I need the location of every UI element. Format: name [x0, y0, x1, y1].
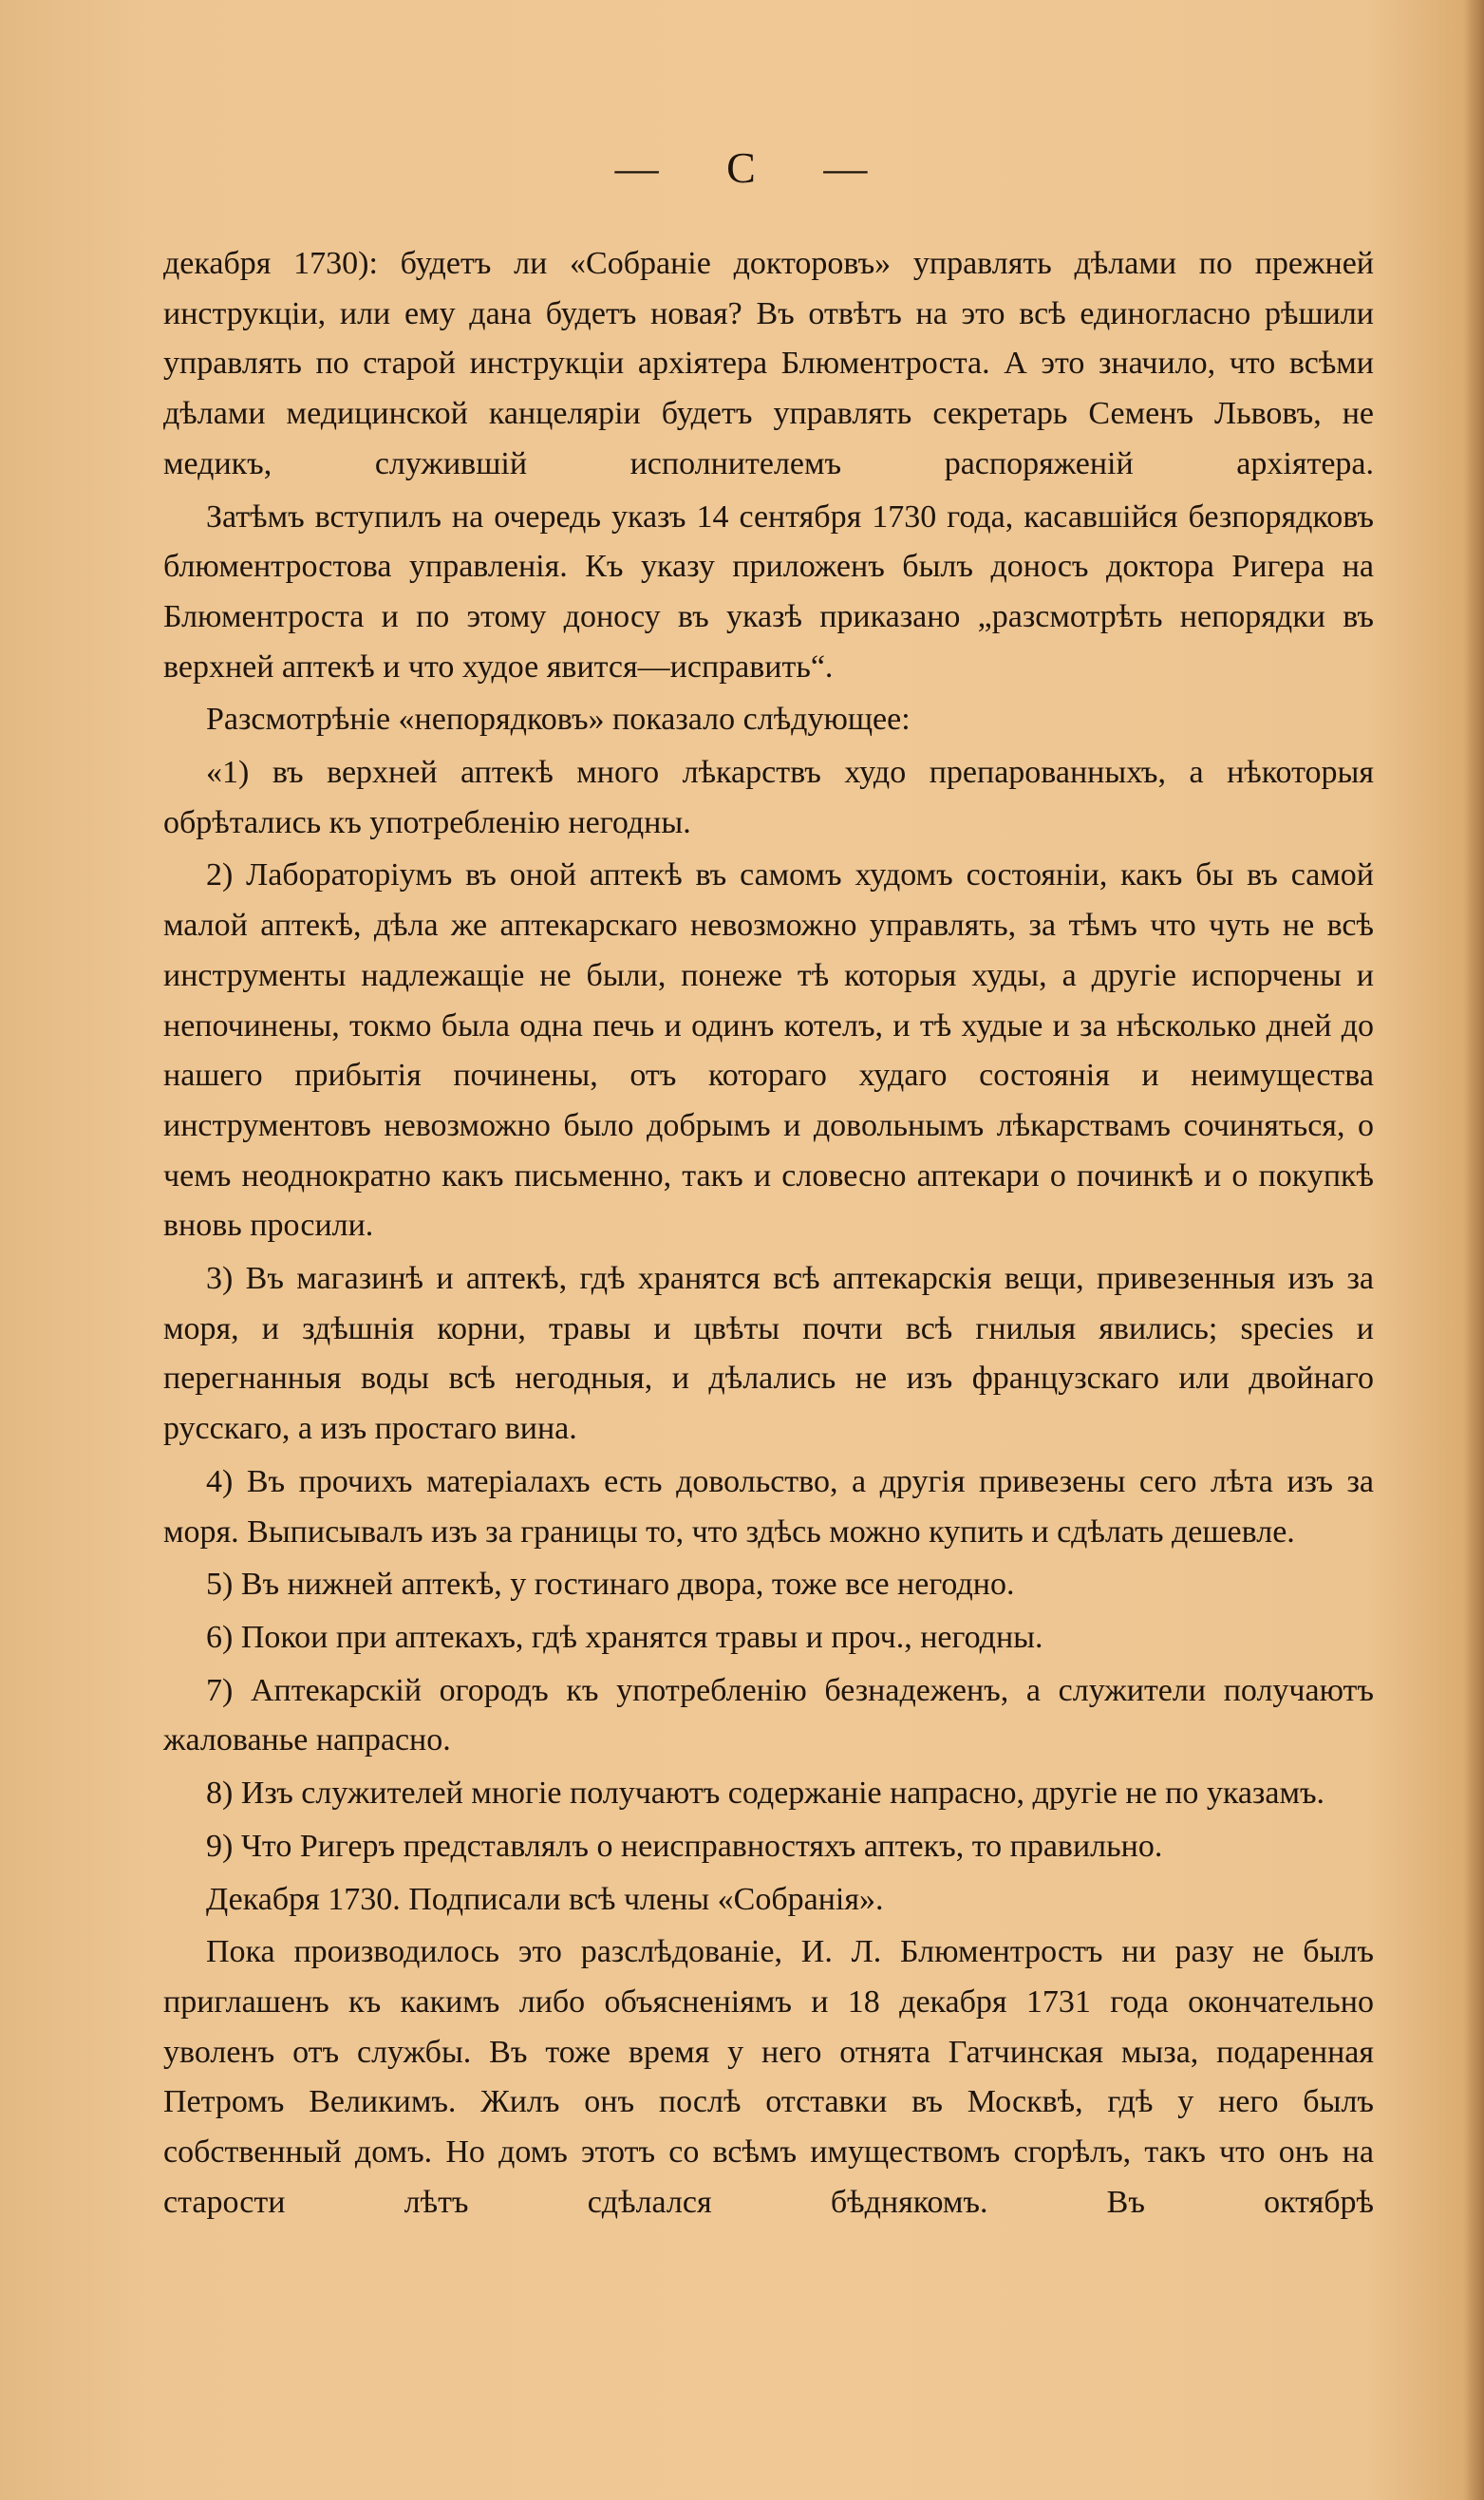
- page-number-letter: С: [726, 143, 758, 192]
- header-dash-left: —: [614, 143, 661, 192]
- list-item-1: «1) въ верхней аптекѣ много лѣкарствъ худо препарованныхъ, а нѣкоторыя обрѣтались къ употребленію негодны.: [163, 755, 1374, 840]
- paragraph-review-intro: Разсмотрѣніе «непорядковъ» показало слѣдующее:: [206, 702, 911, 738]
- list-item-9: 9) Что Ригеръ представлялъ о неисправностяхъ аптекъ, то правильно.: [206, 1828, 1163, 1864]
- paragraph-decree: Затѣмъ вступилъ на очередь указъ 14 сентября 1730 года, касавшійся безпорядковъ блюментростова управленія. Къ указу приложенъ былъ доносъ доктора Ригера на Блюментроста и по этому доносу въ указѣ приказано „разсмотрѣть непорядки въ верхней аптекѣ и что худое явится—исправить“.: [163, 498, 1374, 685]
- list-item-3: 3) Въ магазинѣ и аптекѣ, гдѣ хранятся всѣ аптекарскія вещи, привезенныя изъ за моря, и здѣшнія корни, травы и цвѣты почти всѣ гнилыя явились; species и перегнанныя воды всѣ негодныя, и дѣлались не изъ французскаго или двойнаго русскаго, а изъ простаго вина.: [163, 1261, 1374, 1447]
- body-text: [163, 239, 1374, 2230]
- list-item-8: 8) Изъ служителей многіе получаютъ содержаніе напрасно, другіе не по указамъ.: [206, 1776, 1325, 1812]
- list-item-5: 5) Въ нижней аптекѣ, у гостинаго двора, тоже все негодно.: [206, 1567, 1015, 1603]
- page-edge-shadow: [1463, 0, 1484, 2500]
- list-item-7: 7) Аптекарскій огородъ къ употребленію безнадеженъ, а служители получаютъ жалованье напрасно.: [163, 1672, 1374, 1758]
- header-dash-right: —: [823, 143, 870, 192]
- list-item-4: 4) Въ прочихъ матеріалахъ есть довольство, а другія привезены сего лѣта изъ за моря. Выписывалъ изъ за границы то, что здѣсь можно купить и сдѣлать дешевле.: [163, 1463, 1374, 1550]
- page-header: [0, 142, 1484, 193]
- list-item-6: 6) Покои при аптекахъ, гдѣ хранятся травы и проч., негодны.: [206, 1619, 1043, 1655]
- list-item-2: 2) Лабораторіумъ въ оной аптекѣ въ самомъ худомъ состояніи, какъ бы въ самой малой аптекѣ, дѣла же аптекарскаго невозможно управлять, за тѣмъ что чуть не всѣ инструменты надлежащіе не были, понеже тѣ которыя худы, а другіе испорчены и непочинены, токмо была одна печь и одинъ котелъ, и тѣ худые и за нѣсколько дней до нашего прибытія починены, отъ котораго худаго состоянія и неимущества инструментовъ невозможно было добрымъ и довольнымъ лѣкарствамъ сочиняться, о чемъ неоднократно какъ письменно, такъ и словесно аптекари о починкѣ и о покупкѣ вновь просили.: [163, 857, 1374, 1244]
- paragraph-continuation: декабря 1730): будетъ ли «Собраніе докторовъ» управлять дѣлами по прежней инструкціи, или ему дана будетъ новая? Въ отвѣтъ на это всѣ единогласно рѣшили управлять по старой инструкціи архіятера Блюментроста. А это значило, что всѣми дѣлами медицинской канцеляріи будетъ управлять секретарь Семенъ Львовъ, не медикъ, служившій исполнителемъ распоряженій архіятера.: [163, 246, 1374, 481]
- signature-line: Декабря 1730. Подписали всѣ члены «Собранія».: [206, 1881, 884, 1917]
- paragraph-dismissal: Пока производилось это разслѣдованіе, И. Л. Блюментростъ ни разу не былъ приглашенъ къ какимъ либо объясненіямъ и 18 декабря 1731 года окончательно уволенъ отъ службы. Въ тоже время у него отнята Гатчинская мыза, подаренная Петромъ Великимъ. Жилъ онъ послѣ отставки въ Москвѣ, гдѣ у него былъ собственный домъ. Но домъ этотъ со всѣмъ имуществомъ сгорѣлъ, такъ что онъ на старости лѣтъ сдѣлался бѣднякомъ. Въ октябрѣ: [163, 1934, 1374, 2220]
